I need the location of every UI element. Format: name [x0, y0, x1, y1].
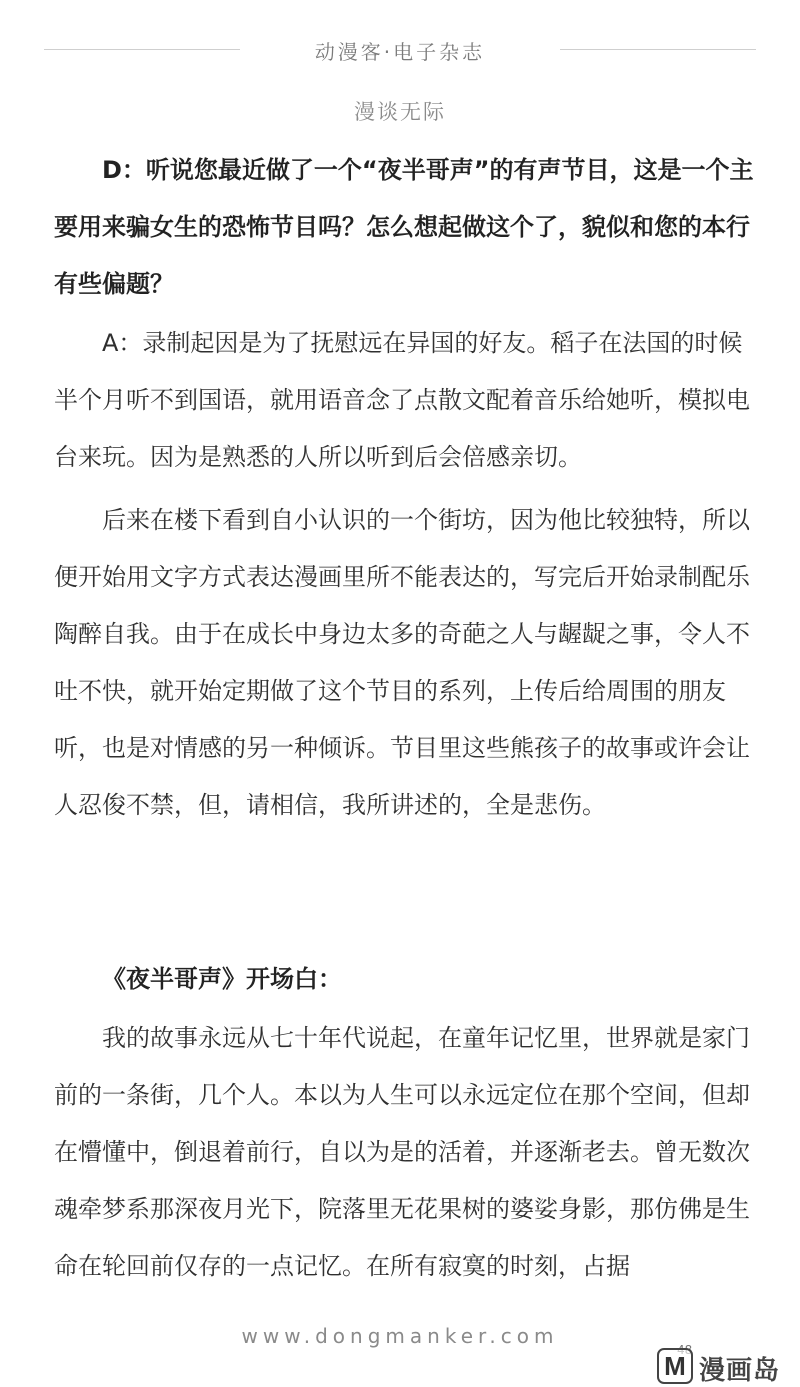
watermark-logo-icon: M: [657, 1348, 693, 1384]
magazine-header: [0, 30, 800, 70]
header-rule-left: [44, 49, 240, 50]
site-watermark: [657, 1348, 797, 1384]
opening-block: [54, 951, 754, 1295]
magazine-title: 动漫客·电子杂志: [314, 40, 486, 64]
opening-text: 我的故事永远从七十年代说起，在童年记忆里，世界就是家门前的一条街，几个人。本以为人生可以永远定位在那个空间，但却在懵懂中，倒退着前行，自以为是的活着，并逐渐老去。曾无数次魂牵梦系那深夜月光下，院落里无花果树的婆娑身影，那仿佛是生命在轮回前仅存的一点记忆。在所有寂寞的时刻，占据: [54, 1024, 750, 1280]
header-rule-right: [560, 49, 756, 50]
opening-heading: 《夜半哥声》开场白：: [102, 965, 342, 993]
interview-answer-1: A：录制起因是为了抚慰远在异国的好友。稻子在法国的时候半个月听不到国语，就用语音念了点散文配着音乐给她听，模拟电台来玩。因为是熟悉的人所以听到后会倍感亲切。: [54, 329, 750, 471]
interview-question: D：听说您最近做了一个“夜半哥声”的有声节目，这是一个主要用来骗女生的恐怖节目吗？怎么想起做这个了，貌似和您的本行有些偏题？: [54, 156, 754, 298]
footer-url: www.dongmanker.com: [241, 1324, 559, 1348]
watermark-text: 漫画岛: [699, 1356, 781, 1386]
section-title: 漫谈无际: [354, 100, 446, 124]
interview-answer-2: 后来在楼下看到自小认识的一个街坊，因为他比较独特，所以便开始用文字方式表达漫画里所不能表达的，写完后开始录制配乐陶醉自我。由于在成长中身边太多的奇葩之人与龌龊之事，令人不吐不快，就开始定期做了这个节目的系列，上传后给周围的朋友听，也是对情感的另一种倾诉。节目里这些熊孩子的故事或许会让人忍俊不禁，但，请相信，我所讲述的，全是悲伤。: [54, 506, 750, 819]
interview-block: [54, 142, 754, 834]
